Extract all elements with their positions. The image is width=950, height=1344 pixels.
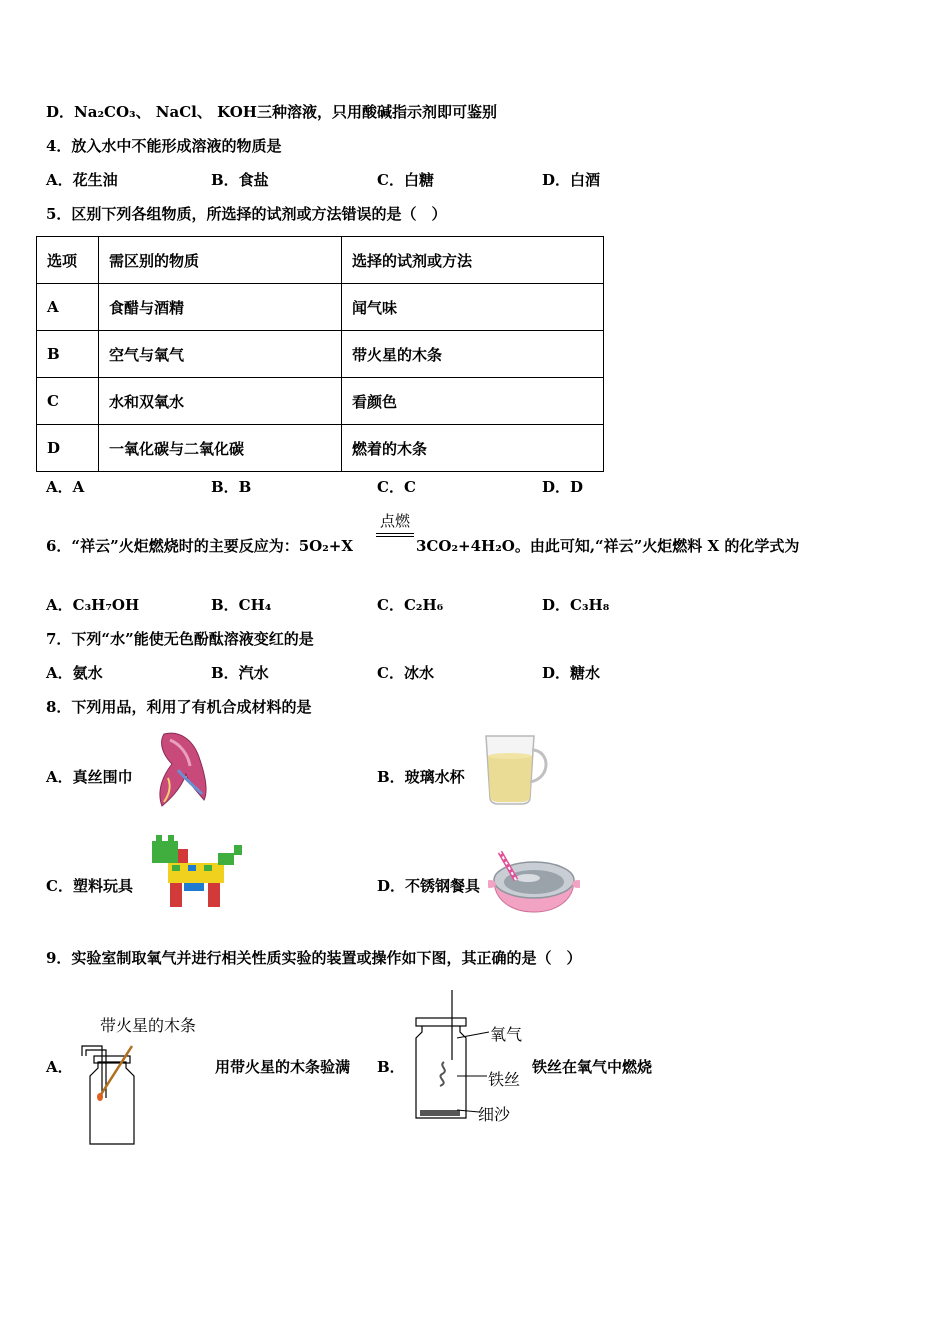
- table-cell: 带火星的木条: [342, 331, 604, 378]
- table-cell: 一氧化碳与二氧化碳: [99, 425, 342, 472]
- table-cell: 食醋与酒精: [99, 284, 342, 331]
- reaction-arrow-line: [376, 536, 414, 537]
- oxygen-label: 氧气: [490, 1025, 523, 1044]
- silk-scarf-image: [150, 730, 210, 808]
- fine-sand-label: 细沙: [478, 1105, 511, 1124]
- gas-collection-bottle-diagram: [80, 1038, 142, 1148]
- q8-option-c[interactable]: C．塑料玩具: [46, 877, 133, 895]
- q7-option-d[interactable]: D．糖水: [542, 664, 601, 682]
- table-cell: B: [37, 331, 99, 378]
- q8-option-a[interactable]: A．真丝围巾: [46, 768, 133, 786]
- table-header-cell: 选择的试剂或方法: [342, 237, 604, 284]
- question-7-stem: 7．下列“水”能使无色酚酞溶液变红的是: [46, 630, 314, 648]
- q9-option-b-letter[interactable]: B．: [377, 1058, 405, 1076]
- table-cell: D: [37, 425, 99, 472]
- q9-option-a-letter[interactable]: A．: [46, 1058, 73, 1076]
- q7-option-c[interactable]: C．冰水: [377, 664, 434, 682]
- table-cell: A: [37, 284, 99, 331]
- q6-option-b[interactable]: B．CH₄: [211, 596, 272, 614]
- glowing-splint-label: 带火星的木条: [100, 1016, 197, 1035]
- q8-option-d[interactable]: D．不锈钢餐具: [377, 877, 481, 895]
- q4-option-a[interactable]: A．花生油: [46, 171, 118, 189]
- q5-table: [36, 236, 604, 472]
- glass-cup-image: [480, 730, 556, 806]
- q6-option-d[interactable]: D．C₃H₈: [542, 596, 610, 614]
- table-cell: C: [37, 378, 99, 425]
- table-cell: 空气与氧气: [99, 331, 342, 378]
- q7-option-a[interactable]: A．氨水: [46, 664, 103, 682]
- question-6-stem-prefix: 6．“祥云”火炬燃烧时的主要反应为：5O₂+X: [46, 537, 353, 555]
- q5-option-c[interactable]: C．C: [377, 478, 416, 496]
- table-cell: 水和双氧水: [99, 378, 342, 425]
- question-6-stem-suffix: 3CO₂+4H₂O。由此可知,“祥云”火炬燃料 X 的化学式为: [416, 537, 800, 555]
- question-9-stem: 9．实验室制取氧气并进行相关性质实验的装置或操作如下图，其正确的是（ ）: [46, 949, 582, 967]
- question-4-stem: 4．放入水中不能形成溶液的物质是: [46, 137, 282, 155]
- table-header-cell: 选项: [37, 237, 99, 284]
- table-row: [37, 331, 604, 378]
- table-cell: 看颜色: [342, 378, 604, 425]
- q6-option-c[interactable]: C．C₂H₆: [377, 596, 444, 614]
- q9-option-b-text[interactable]: 铁丝在氧气中燃烧: [532, 1058, 653, 1076]
- table-row: [37, 378, 604, 425]
- q5-option-a[interactable]: A．A: [46, 478, 85, 496]
- question-8-stem: 8．下列用品，利用了有机合成材料的是: [46, 698, 312, 716]
- q8-option-b[interactable]: B．玻璃水杯: [377, 768, 465, 786]
- q4-option-c[interactable]: C．白糖: [377, 171, 434, 189]
- q6-option-a[interactable]: A．C₃H₇OH: [46, 596, 140, 614]
- q5-option-d[interactable]: D．D: [542, 478, 584, 496]
- table-header-cell: 需区别的物质: [99, 237, 342, 284]
- reaction-arrow-line: [376, 533, 414, 534]
- q9-option-a-text[interactable]: 用带火星的木条验满: [215, 1058, 351, 1076]
- q4-option-b[interactable]: B．食盐: [211, 171, 269, 189]
- table-row: [37, 284, 604, 331]
- iron-wire-label: 铁丝: [488, 1070, 521, 1089]
- question-5-stem: 5．区别下列各组物质，所选择的试剂或方法错误的是（ ）: [46, 205, 447, 223]
- q7-option-b[interactable]: B．汽水: [211, 664, 269, 682]
- option-line-d: D．Na₂CO₃、 NaCl、 KOH三种溶液，只用酸碱指示剂即可鉴别: [46, 103, 497, 121]
- table-header-row: [37, 237, 604, 284]
- q5-option-b[interactable]: B．B: [211, 478, 252, 496]
- table-cell: 闻气味: [342, 284, 604, 331]
- table-row: [37, 425, 604, 472]
- table-cell: 燃着的木条: [342, 425, 604, 472]
- q4-option-d[interactable]: D．白酒: [542, 171, 601, 189]
- steel-bowl-image: [488, 846, 580, 916]
- label-leader-lines: [455, 1024, 495, 1120]
- plastic-toy-image: [148, 835, 244, 913]
- reaction-condition: 点燃: [379, 512, 410, 530]
